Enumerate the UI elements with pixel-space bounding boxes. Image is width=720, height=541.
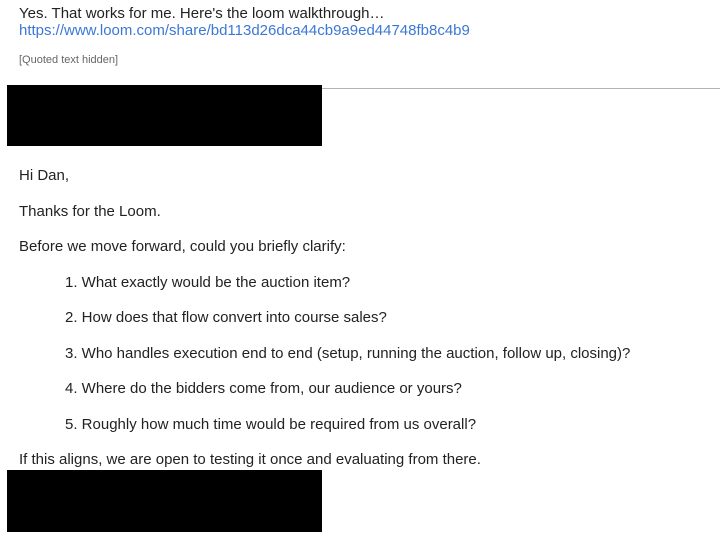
lead-in-line: Before we move forward, could you briefly clarify:	[19, 238, 346, 255]
redacted-signature-block	[7, 470, 322, 532]
list-item: 5. Roughly how much time would be required from us overall?	[65, 416, 477, 433]
message-divider	[322, 88, 720, 89]
reply-intro-text: Yes. That works for me. Here's the loom walkthrough…	[19, 5, 385, 22]
list-item: 4. Where do the bidders come from, our audience or yours?	[65, 380, 462, 397]
list-item: 1. What exactly would be the auction item?	[65, 274, 351, 291]
redacted-sender-block	[7, 85, 322, 146]
loom-link[interactable]: https://www.loom.com/share/bd113d26dca44cb9a9ed44748fb8c4b9	[19, 22, 470, 39]
list-item: 3. Who handles execution end to end (setup, running the auction, follow up, closing)?	[65, 345, 631, 362]
greeting: Hi Dan,	[19, 167, 70, 184]
thanks-line: Thanks for the Loom.	[19, 203, 161, 220]
closing-line: If this aligns, we are open to testing it once and evaluating from there.	[19, 451, 481, 468]
quoted-text-toggle[interactable]: [Quoted text hidden]	[19, 54, 119, 66]
list-item: 2. How does that flow convert into course sales?	[65, 309, 387, 326]
